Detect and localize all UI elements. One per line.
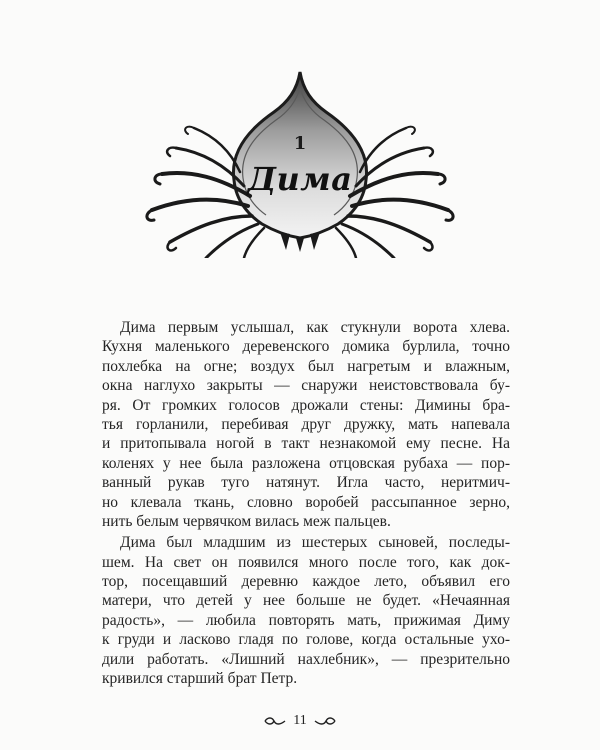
text-line: ванный рукав туго натянут. Игла часто, неритмич- [102,474,510,492]
text-line: и притопывала ногой в такт незнакомой ему песне. На [102,435,510,453]
text-line: дили работать. «Лишний нахлебник», — презрительно [102,650,510,668]
text-line: тор, посещавший деревню каждое лето, объявил его [102,573,510,591]
left-ornament-icon [264,716,286,726]
text-line: окна наглухо закрыты — снаружи неистовствовала бу- [102,377,510,395]
page-footer [0,713,600,729]
chapter-title: Дима [247,160,353,198]
text-line: похлебка на огне; воздух был нагретым и влажным, [102,357,510,375]
page-number: 11 [293,713,307,728]
text-line: радость», — любила повторять мать, прижимая Диму [102,611,510,629]
emblem-dome [233,72,366,238]
body-text [102,318,510,688]
text-line: Кухня маленького деревенского домика бурлила, точно [102,338,510,356]
text-line: нить белым червячком вилась меж пальцев. [102,512,391,530]
text-line: Дима первым услышал, как стукнули ворота хлева. [120,319,510,336]
text-line: к груди и ласково гладя по голове, когда остальные ухо- [102,631,510,649]
paragraph [102,533,510,688]
text-line: кривился старший брат Петр. [102,670,298,688]
text-line: тья горланили, перебивая друг дружку, мать напевала [102,415,510,433]
paragraph [102,318,510,531]
text-line: Дима был младшим из шестерых сыновей, последы- [120,534,510,552]
right-ornament-icon [314,716,336,726]
chapter-number: 1 [293,133,307,154]
text-line: шем. На свет он появился много после того, как док- [102,553,510,571]
text-line: ря. От громких голосов дрожали стены: Димины бра- [102,396,510,414]
text-line: коленях у нее была разложена отцовская рубаха — пор- [102,454,510,472]
text-line: матери, что детей у нее больше не будет. «Нечаянная [102,592,510,610]
text-line: но клевала ткань, словно воробей рассыпанное зерно, [102,493,510,511]
